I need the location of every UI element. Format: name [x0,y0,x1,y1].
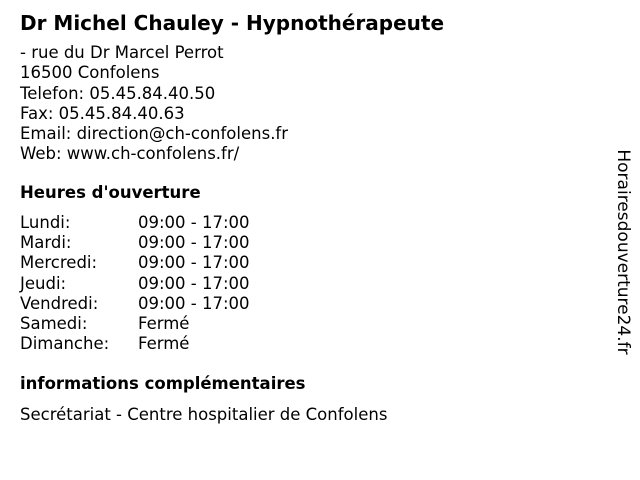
opening-hours-heading: Heures d'ouverture [20,183,201,202]
hours-row-tuesday [20,233,250,253]
day-label: Mardi: [20,233,72,253]
day-label: Vendredi: [20,293,99,313]
street-address: - rue du Dr Marcel Perrot [20,43,224,62]
day-label: Mercredi: [20,253,98,273]
hours-row-wednesday [20,253,250,273]
day-hours: 09:00 - 17:00 [138,293,250,313]
day-label: Jeudi: [20,273,67,293]
additional-info-heading: informations complémentaires [20,374,306,393]
hours-row-monday [20,213,250,233]
phone-number: Telefon: 05.45.84.40.50 [20,83,216,103]
day-hours: 09:00 - 17:00 [138,233,250,253]
day-hours: Fermé [138,314,190,334]
city-address: 16500 Confolens [20,63,160,83]
hours-row-saturday [20,314,250,334]
hours-row-friday [20,294,250,314]
day-hours: 09:00 - 17:00 [138,273,250,293]
hours-row-thursday [20,274,250,294]
additional-info-text: Secrétariat - Centre hospitalier de Confolens [20,405,388,424]
email-address: Email: direction@ch-confolens.fr [20,124,289,144]
fax-number: Fax: 05.45.84.40.63 [20,103,185,123]
day-hours: Fermé [138,334,190,354]
day-hours: 09:00 - 17:00 [138,253,250,273]
opening-hours-list [20,213,250,354]
website-url: Web: www.ch-confolens.fr/ [20,144,240,164]
hours-row-sunday [20,334,250,354]
day-label: Samedi: [20,314,88,334]
day-label: Dimanche: [20,334,110,354]
page-title: Dr Michel Chauley - Hypnothérapeute [20,11,445,35]
day-hours: 09:00 - 17:00 [138,213,250,232]
contact-info [20,43,288,165]
day-label: Lundi: [20,213,71,232]
brand-watermark: Horairesdouverture24.fr [613,149,633,355]
